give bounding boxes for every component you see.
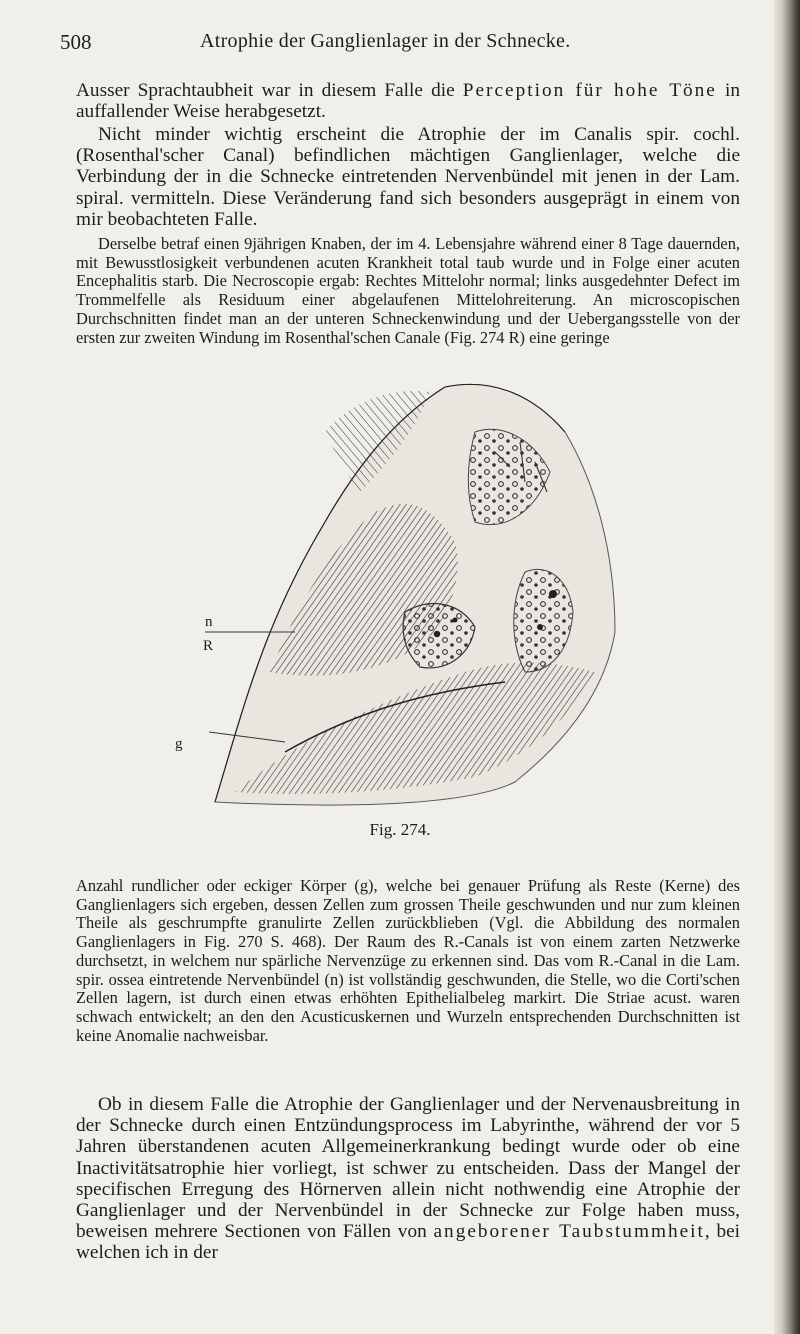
paragraph-text: Ob in diesem Falle die Atrophie der Ganglienlager und der Nervenausbreitung in der Schnecke durch einen Entzündungsprocess im Labyrinthe, während der vor 5 Jahren überstandenen acuten Allgemeinerkrankung bedingt wurde oder ob eine Inactivitätsatrophie hier vorliegt, ist schwer zu entscheiden. Dass der Mangel der specifischen Erregung des Hörnerven allein nicht nothwendig eine Atrophie der Ganglienlager und der Nervenbündel in der Schnecke zur Folge haben muss, beweisen mehrere Sectionen von Fällen von: [76, 1094, 740, 1243]
figure-label-n: n: [205, 614, 213, 630]
paragraph-findings: Anzahl rundlicher oder eckiger Körper (g), welche bei genauer Prüfung als Reste (Kerne) des Ganglienlagers sich ergeben, dessen Zellen zum grossen Theile geschwunden und nur zum kleinen Theile als geschrumpfte granulirte Zellen zurückblieben (Vgl. die Abbildung des normalen Ganglienlagers in Fig. 270 S. 468). Der Raum des R.-Canals ist von einem zarten Netzwerke durchsetzt, in welchem nur spärliche Nervenzüge zu erkennen sind. Das vom R.-Canal in die Lam. spir. ossea eintretende Nervenbündel (n) ist vollständig geschwunden, die Stelle, wo die Corti'schen Zellen lagern, ist durch einen etwas erhöhten Epithelialbeleg markirt. Die Striae acust. waren schwach entwickelt; an den den Acusticuskernen und Wurzeln entsprechenden Durchschnitten ist keine Anomalie nachweisbar.: [76, 876, 740, 1045]
paragraph-perception: [76, 80, 740, 122]
running-title: Atrophie der Ganglienlager in der Schnecke.: [200, 30, 571, 52]
figure-caption: Fig. 274.: [369, 820, 431, 839]
paragraph-text: in auffallender Weise herabgesetzt.: [76, 80, 740, 123]
paragraph-text: , bei welchen ich in der: [76, 1221, 741, 1264]
spaced-emphasis: Perception für hohe Töne: [462, 80, 717, 101]
figure-label-g: g: [175, 736, 183, 752]
paragraph-discussion: [76, 1094, 740, 1264]
page-header: [60, 30, 740, 56]
spaced-emphasis: angeborener Taubstummheit: [433, 1221, 705, 1243]
microscopic-section-illustration: [175, 372, 625, 812]
paragraph-case-report: Derselbe betraf einen 9jährigen Knaben, der im 4. Lebensjahre während einer 8 Tage dauernden, mit Bewusstlosigkeit verbundenen acuten Krankheit total taub wurde und in Folge einer acuten Encephalitis starb. Die Necroscopie ergab: Rechtes Mittelohr normal; links ausgedehnter Defect im Trommelfelle als Residuum einer abgelaufenen Mittelohreiterung. An microscopischen Durchschnitten findet man an der unteren Schneckenwindung und der Uebergangsstelle von der ersten zur zweiten Windung im Rosenthal'schen Canale (Fig. 274 R) eine geringe: [76, 234, 740, 347]
figure-274-cochlea-section: [175, 372, 625, 812]
figure-label-r: R: [203, 638, 214, 654]
paragraph-text: Ausser Sprachtaubheit war in diesem Falle die: [76, 80, 463, 101]
page-edge-shadow: [774, 0, 800, 1334]
paragraph-ganglia-atrophy: Nicht minder wichtig erscheint die Atrophie der im Canalis spir. cochl. (Rosenthal'scher Canal) befindlichen mächtigen Ganglienlager, welche die Verbindung der in die Schnecke eintretenden Nervenbündel mit jenen in der Lam. spiral. vermitteln. Diese Veränderung fand sich besonders ausgeprägt in einem von mir beobachteten Falle.: [76, 124, 740, 230]
page-number: 508: [60, 30, 92, 54]
